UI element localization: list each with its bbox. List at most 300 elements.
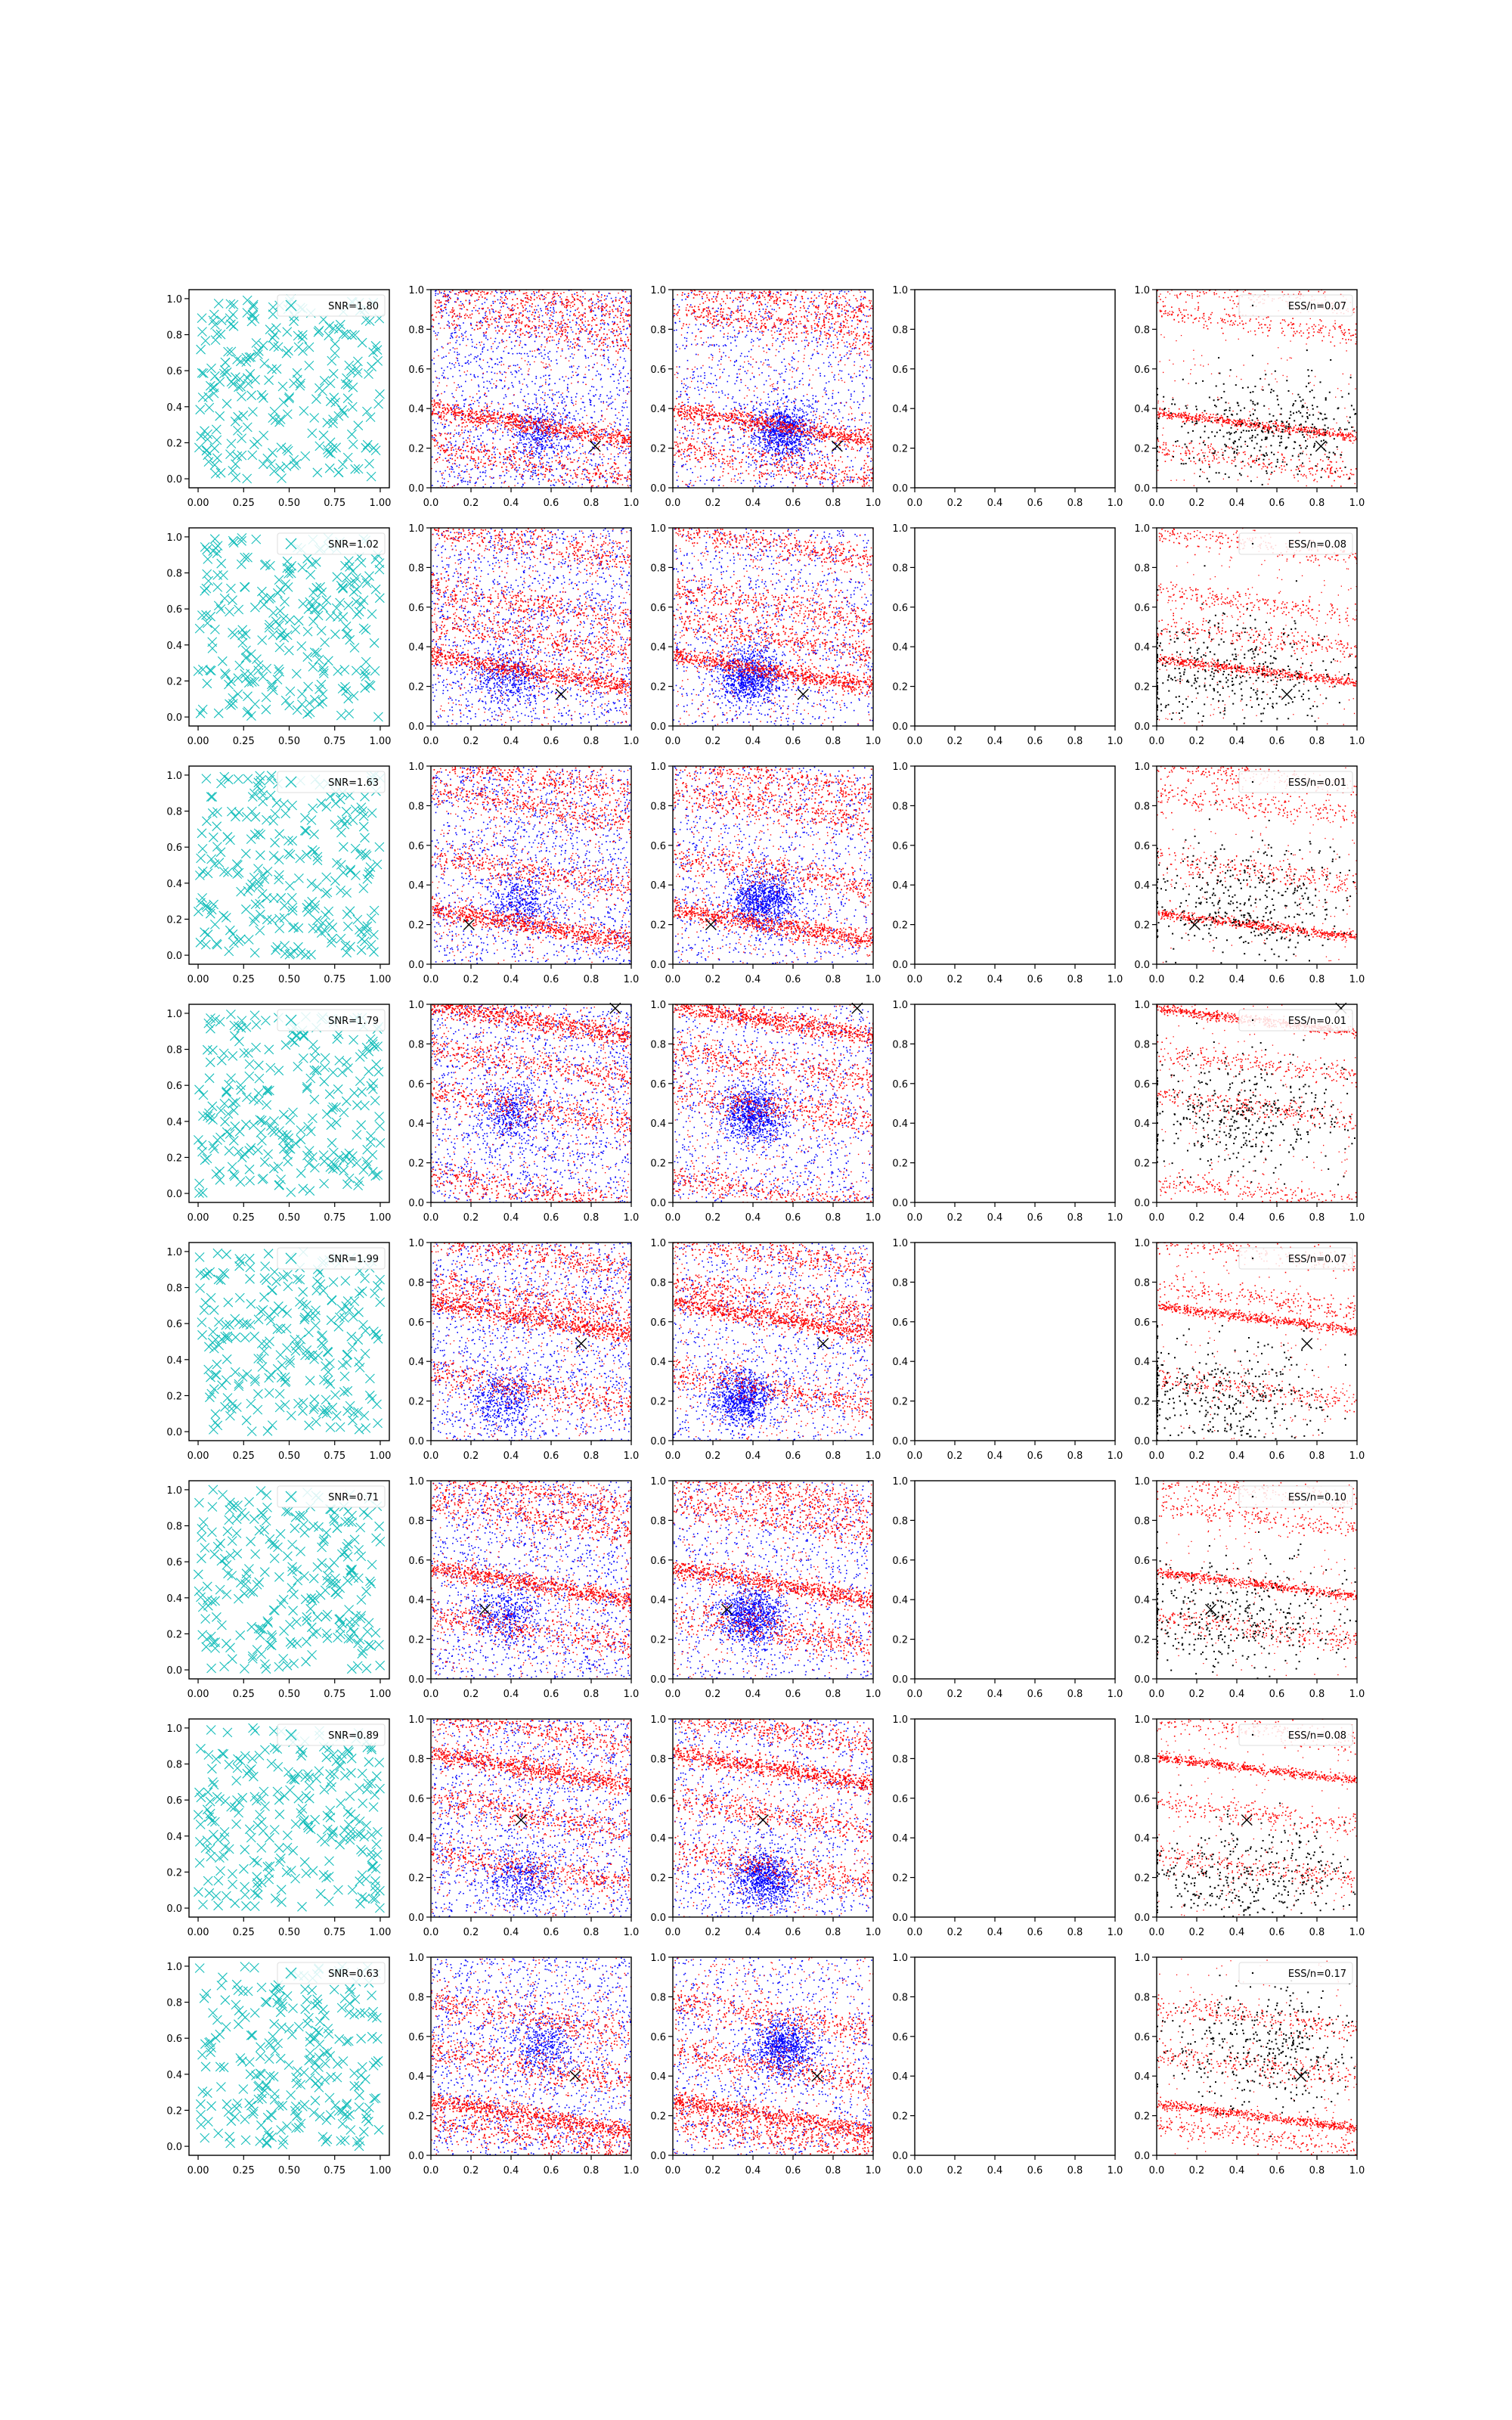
y-tick-label: 0.2 [892,681,908,693]
axes-frame [189,290,389,488]
y-tick-label: 0.4 [408,1118,424,1131]
x-tick-label: 0.50 [278,2165,300,2176]
axes-frame [915,1719,1115,1917]
black-points [1157,1785,1359,1967]
panel-r5-c4 [892,1238,1123,1462]
axes-frame [1157,1481,1357,1679]
x-tick-label: 0.0 [906,498,923,509]
x-tick-label: 0.2 [947,974,963,985]
x-tick-label: 0.6 [785,1450,801,1462]
y-tick-label: 0.4 [650,1357,666,1369]
x-tick-label: 0.8 [583,1927,600,1938]
y-tick-label: 1.0 [408,1714,424,1726]
cyan-x-markers [194,1723,384,1913]
x-tick-label: 0.6 [543,1212,559,1224]
scatter-points [431,995,633,1223]
red-points [431,508,633,727]
x-tick-label: 0.4 [503,1689,519,1700]
ess-legend-label: ESS/n=0.01 [1287,1016,1346,1027]
x-tick-label: 1.0 [1349,498,1365,509]
y-tick-label: 0.2 [166,914,182,926]
panel-r7-c5 [1134,1705,1365,1967]
x-tick-label: 0.6 [1269,1689,1285,1700]
x-tick-label: 0.2 [1188,498,1205,509]
y-tick-label: 0.6 [650,1555,666,1567]
x-tick-label: 0.0 [906,1927,923,1938]
x-tick-label: 0.00 [187,974,209,985]
y-tick-label: 0.6 [408,1555,424,1567]
x-tick-label: 0.2 [1188,1212,1205,1224]
x-tick-label: 1.0 [623,1689,640,1700]
x-tick-label: 1.0 [1107,498,1123,509]
y-tick-label: 0.0 [650,1436,666,1447]
x-tick-label: 0.2 [947,1450,963,1462]
x-tick-label: 0.8 [1309,974,1325,985]
x-tick-label: 0.0 [1148,1927,1165,1938]
y-tick-label: 1.0 [650,1953,666,1964]
y-tick-label: 0.8 [166,806,182,818]
panel-r6-c4 [892,1476,1123,1700]
y-tick-label: 0.0 [166,2142,182,2154]
x-tick-label: 0.4 [1228,498,1245,509]
x-tick-label: 1.0 [1349,1212,1365,1224]
y-tick-label: 0.8 [1134,563,1150,575]
panel-r2-c4 [892,523,1123,747]
x-tick-label: 0.0 [423,1927,439,1938]
x-tick-label: 0.2 [463,974,479,985]
x-tick-label: 0.2 [705,2165,721,2176]
y-tick-label: 0.8 [650,801,666,813]
blue-points [673,1243,874,1441]
panel-r5-c3 [650,1214,881,1462]
y-tick-label: 0.4 [1134,1118,1150,1131]
y-tick-label: 1.0 [408,1476,424,1488]
true-value-x-marker [1315,441,1326,451]
x-tick-label: 0.0 [423,498,439,509]
axes-frame [1157,528,1357,726]
x-tick-label: 1.0 [623,974,640,985]
x-tick-label: 1.00 [369,498,392,509]
panel-r7-c4 [892,1714,1123,1938]
x-tick-label: 1.0 [623,1927,640,1938]
x-tick-label: 0.8 [583,1212,600,1224]
x-tick-label: 0.2 [947,736,963,747]
legend-dot-marker-icon [1252,1496,1253,1497]
x-tick-label: 0.2 [463,1450,479,1462]
x-tick-label: 0.75 [324,1212,346,1224]
y-tick-label: 0.2 [650,1158,666,1170]
x-tick-label: 0.75 [324,1450,346,1462]
y-tick-label: 0.6 [1134,1555,1150,1567]
y-tick-label: 0.8 [1134,1992,1150,2004]
y-tick-label: 0.2 [166,438,182,450]
y-tick-label: 1.0 [166,1723,182,1735]
y-tick-label: 0.8 [1134,1277,1150,1289]
x-tick-label: 0.6 [1269,498,1285,509]
y-tick-label: 0.4 [166,1116,182,1128]
true-value-x-marker [576,1339,587,1349]
y-tick-label: 0.4 [166,1831,182,1843]
red-points [1157,1004,1358,1221]
legend-dot-marker-icon [1252,1258,1253,1259]
y-tick-label: 0.2 [166,2105,182,2118]
y-tick-label: 0.4 [408,1833,424,1845]
x-tick-label: 1.0 [1107,2165,1123,2176]
x-tick-label: 0.4 [745,498,761,509]
y-tick-label: 1.0 [166,1485,182,1497]
panel-r1-c5 [1134,270,1365,542]
true-value-x-marker [1281,689,1292,700]
x-tick-label: 0.4 [503,1212,519,1224]
x-tick-label: 0.6 [543,974,559,985]
y-tick-label: 0.4 [166,402,182,414]
y-tick-label: 0.8 [408,563,424,575]
y-tick-label: 0.0 [892,483,908,495]
y-tick-label: 0.2 [408,1872,424,1885]
x-tick-label: 0.0 [665,974,681,985]
y-tick-label: 0.0 [892,1198,908,1209]
y-tick-label: 0.6 [892,1793,908,1805]
y-tick-label: 0.0 [650,483,666,495]
snr-legend-label: SNR=1.79 [328,1016,379,1027]
x-tick-label: 0.0 [906,736,923,747]
x-tick-label: 0.6 [1269,1212,1285,1224]
axes-frame [673,1243,873,1441]
cyan-x-markers [194,1010,385,1197]
y-tick-label: 0.2 [650,1634,666,1646]
x-tick-label: 1.0 [1107,1689,1123,1700]
y-tick-label: 0.0 [408,960,424,971]
x-tick-label: 1.0 [1107,736,1123,747]
y-tick-label: 0.4 [1134,642,1150,654]
x-tick-label: 0.4 [503,1450,519,1462]
scatter-points [673,513,875,727]
x-tick-label: 0.2 [705,1689,721,1700]
y-tick-label: 0.8 [166,1283,182,1295]
scatter-points [673,266,875,492]
panel-r4-c3 [650,994,881,1230]
y-tick-label: 0.0 [1134,1913,1150,1924]
y-tick-label: 0.4 [1134,1833,1150,1845]
scatter-points [673,1214,874,1441]
x-tick-label: 0.2 [705,498,721,509]
y-tick-label: 0.8 [1134,1516,1150,1528]
y-tick-label: 1.0 [892,523,908,535]
scatter-points [673,1457,875,1680]
panel-r6-c3 [650,1457,881,1700]
x-tick-label: 0.2 [463,2165,479,2176]
x-tick-label: 0.8 [825,1927,841,1938]
legend-dot-marker-icon [1252,781,1253,783]
y-tick-label: 0.4 [1134,1595,1150,1607]
y-tick-label: 1.0 [408,285,424,296]
x-tick-label: 1.0 [1107,1212,1123,1224]
x-tick-label: 1.0 [1349,1689,1365,1700]
y-tick-label: 0.4 [408,880,424,892]
y-tick-label: 0.2 [166,1629,182,1641]
y-tick-label: 0.2 [650,1396,666,1408]
y-tick-label: 0.6 [166,366,182,378]
x-tick-label: 0.0 [1148,1450,1165,1462]
y-tick-label: 0.8 [892,324,908,337]
y-tick-label: 0.2 [1134,1396,1150,1408]
y-tick-label: 0.4 [408,2071,424,2083]
x-tick-label: 0.8 [1067,1927,1083,1938]
scatter-points [194,1723,384,1913]
y-tick-label: 0.6 [408,2031,424,2043]
y-tick-label: 0.2 [1134,1158,1150,1170]
true-value-x-marker [556,689,566,700]
x-tick-label: 0.0 [1148,1689,1165,1700]
x-tick-label: 0.8 [1067,1689,1083,1700]
black-points [1157,349,1359,542]
x-tick-label: 0.25 [232,2165,255,2176]
x-tick-label: 0.0 [665,498,681,509]
x-tick-label: 0.4 [987,1927,1003,1938]
x-tick-label: 0.4 [1228,736,1245,747]
x-tick-label: 0.2 [705,974,721,985]
y-tick-label: 0.6 [166,1081,182,1093]
black-points [1157,1022,1359,1189]
x-tick-label: 0.6 [1027,2165,1043,2176]
red-points [431,1957,633,2166]
blue-points [673,1005,874,1204]
y-tick-label: 0.8 [408,1277,424,1289]
y-tick-label: 0.6 [1134,2031,1150,2043]
y-tick-label: 1.0 [1134,1000,1150,1011]
snr-legend-label: SNR=1.99 [328,1254,379,1265]
y-tick-label: 0.6 [892,2031,908,2043]
y-tick-label: 0.8 [408,324,424,337]
y-tick-label: 1.0 [166,293,182,306]
scatter-points [431,1460,633,1680]
y-tick-label: 0.0 [166,1903,182,1916]
y-tick-label: 0.6 [1134,1078,1150,1091]
y-tick-label: 0.0 [650,960,666,971]
x-tick-label: 0.75 [324,498,346,509]
x-tick-label: 1.00 [369,1689,392,1700]
snr-legend-label: SNR=0.89 [328,1730,379,1742]
scatter-points [431,268,633,502]
y-tick-label: 0.0 [892,1436,908,1447]
x-tick-label: 0.0 [906,1689,923,1700]
x-tick-label: 0.00 [187,498,209,509]
y-tick-label: 0.4 [650,404,666,416]
y-tick-label: 0.4 [1134,2071,1150,2083]
panel-r2-c2 [408,508,639,747]
y-tick-label: 0.6 [166,1319,182,1331]
x-tick-label: 0.0 [665,1689,681,1700]
y-tick-label: 1.0 [650,762,666,773]
x-tick-label: 0.25 [232,1212,255,1224]
x-tick-label: 0.8 [825,1450,841,1462]
x-tick-label: 0.8 [1309,498,1325,509]
x-tick-label: 0.6 [785,2165,801,2176]
y-tick-label: 0.4 [650,642,666,654]
x-tick-label: 0.0 [665,736,681,747]
x-tick-label: 0.50 [278,1689,300,1700]
panel-r3-c4 [892,762,1123,985]
y-tick-label: 0.4 [166,1593,182,1605]
y-tick-label: 0.4 [650,1595,666,1607]
y-tick-label: 0.6 [1134,840,1150,852]
y-tick-label: 1.0 [650,1238,666,1249]
axes-frame [431,1243,631,1441]
red-points [673,1457,875,1680]
x-tick-label: 1.0 [865,498,881,509]
x-tick-label: 0.4 [1228,1689,1245,1700]
y-tick-label: 0.8 [166,1044,182,1056]
y-tick-label: 0.8 [1134,1039,1150,1051]
x-tick-label: 0.0 [906,1450,923,1462]
x-tick-label: 0.0 [665,1927,681,1938]
y-tick-label: 0.0 [650,2151,666,2162]
y-tick-label: 0.8 [166,1997,182,2009]
x-tick-label: 0.00 [187,2165,209,2176]
red-points [673,1957,875,2164]
x-tick-label: 0.4 [745,1212,761,1224]
x-tick-label: 0.6 [1027,1450,1043,1462]
x-tick-label: 0.0 [665,2165,681,2176]
panel-r6-c2 [408,1460,639,1700]
x-tick-label: 0.6 [1027,736,1043,747]
y-tick-label: 0.8 [1134,1754,1150,1766]
x-tick-label: 0.50 [278,974,300,985]
axes-frame [915,1957,1115,2155]
x-tick-label: 1.0 [1349,974,1365,985]
y-tick-label: 0.8 [408,1039,424,1051]
red-points [673,1696,875,1918]
cyan-x-markers [195,1962,383,2151]
x-tick-label: 0.25 [232,974,255,985]
y-tick-label: 0.8 [650,563,666,575]
y-tick-label: 0.2 [650,443,666,455]
x-tick-label: 0.8 [1309,1689,1325,1700]
y-tick-label: 0.2 [1134,443,1150,455]
y-tick-label: 0.6 [892,602,908,614]
y-tick-label: 0.0 [166,1427,182,1439]
x-tick-label: 0.6 [1027,498,1043,509]
y-tick-label: 0.8 [892,801,908,813]
y-tick-label: 0.0 [892,960,908,971]
y-tick-label: 0.2 [408,920,424,932]
x-tick-label: 0.6 [543,1927,559,1938]
y-tick-label: 0.4 [166,2069,182,2081]
x-tick-label: 0.0 [423,974,439,985]
x-tick-label: 1.0 [1107,974,1123,985]
x-tick-label: 0.4 [987,736,1003,747]
y-tick-label: 0.4 [650,1833,666,1845]
y-tick-label: 0.2 [892,920,908,932]
panel-r3-c5 [1134,754,1365,994]
panel-r5-c5 [1134,1229,1365,1505]
y-tick-label: 0.4 [408,404,424,416]
panel-r1-c2 [408,268,639,509]
y-tick-label: 0.8 [892,1277,908,1289]
y-tick-label: 0.2 [166,1391,182,1403]
y-tick-label: 1.0 [408,523,424,535]
x-tick-label: 0.8 [825,2165,841,2176]
ess-legend-label: ESS/n=0.07 [1287,1254,1346,1265]
x-tick-label: 0.6 [543,2165,559,2176]
x-tick-label: 0.25 [232,1450,255,1462]
x-tick-label: 0.00 [187,1927,209,1938]
y-tick-label: 0.0 [408,1913,424,1924]
y-tick-label: 0.2 [1134,920,1150,932]
y-tick-label: 1.0 [650,1714,666,1726]
y-tick-label: 0.0 [1134,2151,1150,2162]
x-tick-label: 0.4 [745,1689,761,1700]
ess-legend-label: ESS/n=0.10 [1287,1492,1346,1503]
x-tick-label: 0.25 [232,498,255,509]
blue-points [674,290,875,489]
x-tick-label: 1.0 [1107,1450,1123,1462]
x-tick-label: 0.6 [1269,974,1285,985]
y-tick-label: 0.2 [408,443,424,455]
x-tick-label: 1.0 [865,974,881,985]
y-tick-label: 0.8 [650,324,666,337]
y-tick-label: 0.0 [892,2151,908,2162]
y-tick-label: 1.0 [166,1008,182,1020]
x-tick-label: 0.00 [187,1212,209,1224]
panel-r1-c4 [892,285,1123,509]
x-tick-label: 0.2 [1188,1927,1205,1938]
y-tick-label: 0.8 [408,1992,424,2004]
x-tick-label: 0.2 [705,1212,721,1224]
scatter-points [194,533,384,721]
y-tick-label: 0.0 [166,712,182,724]
x-tick-label: 0.6 [1027,1212,1043,1224]
y-tick-label: 0.4 [650,880,666,892]
panel-r4-c2 [408,995,639,1224]
x-tick-label: 0.8 [1067,498,1083,509]
scatter-points [194,771,385,960]
y-tick-label: 0.4 [892,1833,908,1845]
y-tick-label: 1.0 [892,1714,908,1726]
y-tick-label: 0.0 [892,721,908,733]
panel-r6-c5 [1134,1470,1365,1706]
x-tick-label: 1.00 [369,736,392,747]
y-tick-label: 0.8 [166,1521,182,1533]
y-tick-label: 0.6 [408,1078,424,1091]
x-tick-label: 0.8 [1309,736,1325,747]
red-points [431,1460,633,1679]
red-points [673,513,874,727]
y-tick-label: 1.0 [1134,523,1150,535]
x-tick-label: 0.4 [503,498,519,509]
x-tick-label: 0.2 [1188,974,1205,985]
x-tick-label: 0.75 [324,1927,346,1938]
panel-r8-c5 [1134,1949,1365,2177]
y-tick-label: 0.2 [892,1158,908,1170]
x-tick-label: 0.75 [324,974,346,985]
y-tick-label: 0.8 [408,1754,424,1766]
panel-r1-c3 [650,266,881,509]
x-tick-label: 0.4 [987,1450,1003,1462]
red-points [1157,1959,1358,2156]
cyan-x-markers [195,1248,385,1436]
x-tick-label: 0.8 [1309,1450,1325,1462]
panel-r8-c2 [408,1953,639,2176]
scatter-points [431,1957,633,2166]
x-tick-label: 1.0 [865,736,881,747]
y-tick-label: 0.2 [166,1867,182,1879]
x-tick-label: 1.0 [623,736,640,747]
y-tick-label: 0.4 [892,1118,908,1131]
x-tick-label: 0.6 [1269,2165,1285,2176]
y-tick-label: 0.2 [1134,2111,1150,2123]
y-tick-label: 0.2 [650,920,666,932]
